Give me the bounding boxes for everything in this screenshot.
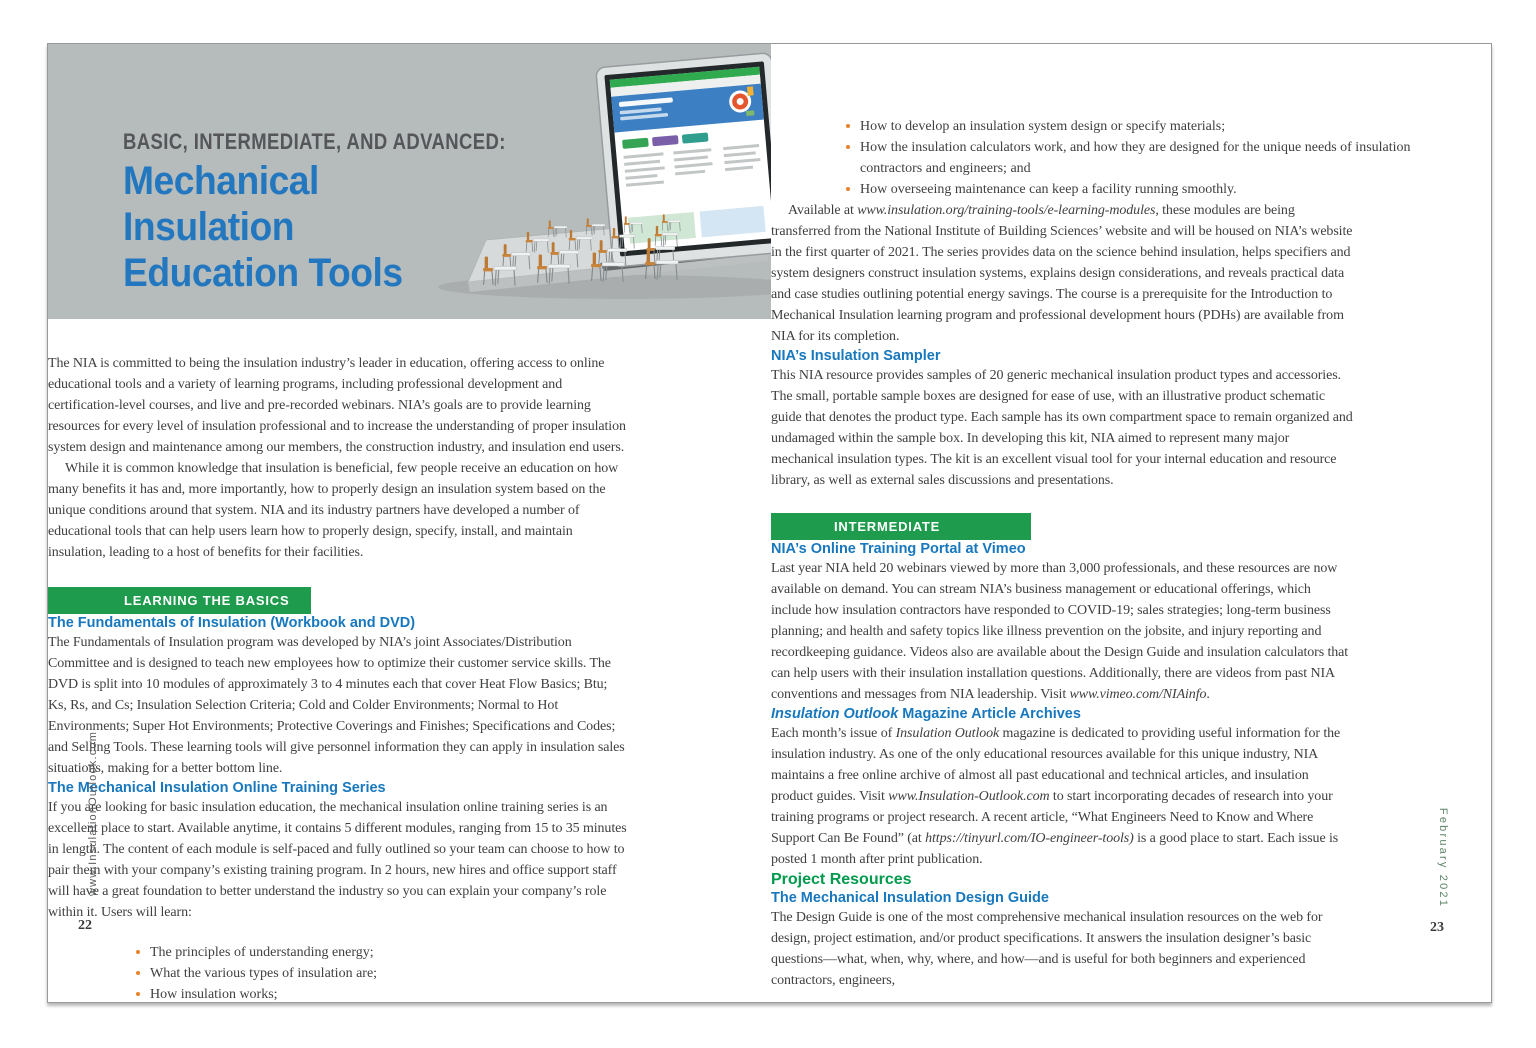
design-guide-body: The Design Guide is one of the most comprehensive mechanical insulation resources on the web for design, project estimation, and/or product specifications. It answers the insulation designer’s basic questions—what, when, why, where, and how—and is useful for both beginners and experienced contractors, engineers, [771,910,1323,988]
bullet-text: How insulation works; [150,987,278,1002]
intro-paragraph-1: The NIA is committed to being the insulation industry’s leader in education, offering access to online educational tools and a variety of learning programs, including professional development and certification-level courses, and live and pre-recorded webinars. NIA’s goals are to provide learning resources for every level of insulation professional and to increase the understanding of proper insulation system design and maintenance among our members, the construction industry, and insulation end users. [48,356,626,455]
heading-design-guide: The Mechanical Insulation Design Guide [771,890,1049,906]
heading-insulation-sampler: NIA’s Insulation Sampler [771,348,941,364]
article-title-line: Mechanical [123,159,319,203]
archives-body: Each month’s issue of Insulation Outlook magazine is dedicated to providing useful information for the insulation industry. As one of the only educational resources available for this unique industry, NIA maintains a free online archive of almost all past educational and technical articles, and insulation product guides. Visit www.Insulation-Outlook.com to start incorporating decades of research into your training programs or project research. A recent article, “What Engineers Need to Know and Where Support Can Be Found” (at https://tinyurl.com/IO-engineer-tools) is a good place to start. Each issue is posted 1 month after print publication. [771,726,1341,867]
article-title-line: Education Tools [123,251,403,295]
bullet-text: How the insulation calculators work, and how they are designed for the unique needs of insulation contractors and engineers; and [860,140,1411,176]
heading-vimeo-portal: NIA’s Online Training Portal at Vimeo [771,541,1026,557]
page-number-right: 23 [1430,920,1444,935]
magazine-spread [47,43,1492,1003]
article-title-line: Insulation [123,205,295,249]
bullet-text: How to develop an insulation system design or specify materials; [860,119,1226,134]
elearning-availability-paragraph: Available at www.insulation.org/training-tools/e-learning-modules, these modules are being transferred from the National Institute of Building Sciences’ website and will be housed on NIA’s website in the first quarter of 2021. The series provides data on the science behind insulation, helps specifiers and system designers construct insulation systems, explains design considerations, and reveals practical data and case studies outlining potential energy savings. The course is a prerequisite for the Introduction to Mechanical Insulation learning program and professional development hours (PDHs) are available from NIA for its completion. [771,203,1353,344]
list-item [834,179,1416,200]
left-page-column [48,353,728,1005]
list-item [124,984,704,1005]
bullet-text: What the various types of insulation are; [150,966,378,981]
sampler-body: This NIA resource provides samples of 20 generic mechanical insulation product types and accessories. The small, portable sample boxes are designed for ease of use, with an illustrative product schematic guide that denotes the product type. Each sample has its own compartment space to remain organized and undamaged within the sample box. In developing this kit, NIA aimed to represent many major mechanical insulation types. The kit is an excellent visual tool for your internal education and resource library, as well as external sales discussions and presentations. [771,368,1353,488]
bullet-dot [136,950,140,954]
bullet-dot [136,992,140,996]
left-bullet-list [124,942,704,1005]
article-title [123,158,403,296]
list-item [124,942,704,963]
right-page-column [771,116,1431,991]
intro-paragraph-2: While it is common knowledge that insulation is beneficial, few people receive an education on how many benefits it has and, more importantly, how to properly design an insulation system based on the unique conditions around that system. NIA and its industry partners have developed a number of educational tools that can help users learn how to properly design, specify, install, and maintain insulation, leading to a host of benefits for their facilities. [48,461,619,560]
vimeo-body: Last year NIA held 20 webinars viewed by more than 3,000 professionals, and these resources are now available on demand. You can stream NIA’s business management or educational offerings, which include how insulation contractors have responded to COVID-19; sales strategies; long-term business planning; and health and safety topics like illness prevention on the jobsite, and injury reporting and recordkeeping guidance. Videos also are available about the Design Guide and insulation calculators that can help users with their insulation installation questions. Additionally, there are videos from past NIA conventions and messages from NIA leadership. Visit www.vimeo.com/NIAinfo. [771,561,1349,702]
heading-online-training-series: The Mechanical Insulation Online Training Series [48,780,386,796]
online-series-body: If you are looking for basic insulation education, the mechanical insulation online training series is an excellent place to start. Available anytime, it contains 5 different modules, ranging from 15 to 35 minutes in length. The content of each module is self-paced and fully outlined so your team can choose to how to pair them with your company’s existing training program. In 2 hours, new hires and office support staff will have a great foundation to better understand the industry so you can explain your company’s role within it. Users will learn: [48,800,627,920]
bullet-dot [846,124,850,128]
hero-image [48,44,771,319]
section-banner-learning-basics: LEARNING THE BASICS [48,587,311,614]
right-bullet-list [834,116,1416,200]
fundamentals-body: The Fundamentals of Insulation program was developed by NIA’s joint Associates/Distribution Committee and is designed to teach new employees how to optimize their customer service skills. The DVD is split into 10 modules of approximately 3 to 4 minutes each that cover Heat Flow Basics; Btu; Ks, Rs, and Cs; Insulation Selection Criteria; Cold and Colder Environments; Normal to Hot Environments; Super Hot Environments; Protective Coverings and Finishes; Specifications and Codes; and Selling Tools. These learning tools will give personnel information they can apply in insulation sales situations, making for a better bottom line. [48,635,625,776]
list-item [124,963,704,984]
list-item [834,137,1416,179]
heading-project-resources: Project Resources [771,871,912,888]
heading-fundamentals: The Fundamentals of Insulation (Workbook and DVD) [48,615,416,631]
heading-magazine-archives: Insulation Outlook Magazine Article Archives [771,706,1081,722]
section-banner-intermediate: INTERMEDIATE [771,513,1031,540]
bullet-dot [136,971,140,975]
bullet-text: The principles of understanding energy; [150,945,374,960]
bullet-dot [846,187,850,191]
article-kicker: BASIC, INTERMEDIATE, AND ADVANCED: [123,129,506,154]
page-number-left: 22 [78,918,92,933]
margin-issue-date: February 2021 [1437,807,1449,909]
bullet-dot [846,145,850,149]
list-item [834,116,1416,137]
bullet-text: How overseeing maintenance can keep a facility running smoothly. [860,182,1237,197]
margin-website-url: www.InsulationOutlook.com [87,730,99,896]
